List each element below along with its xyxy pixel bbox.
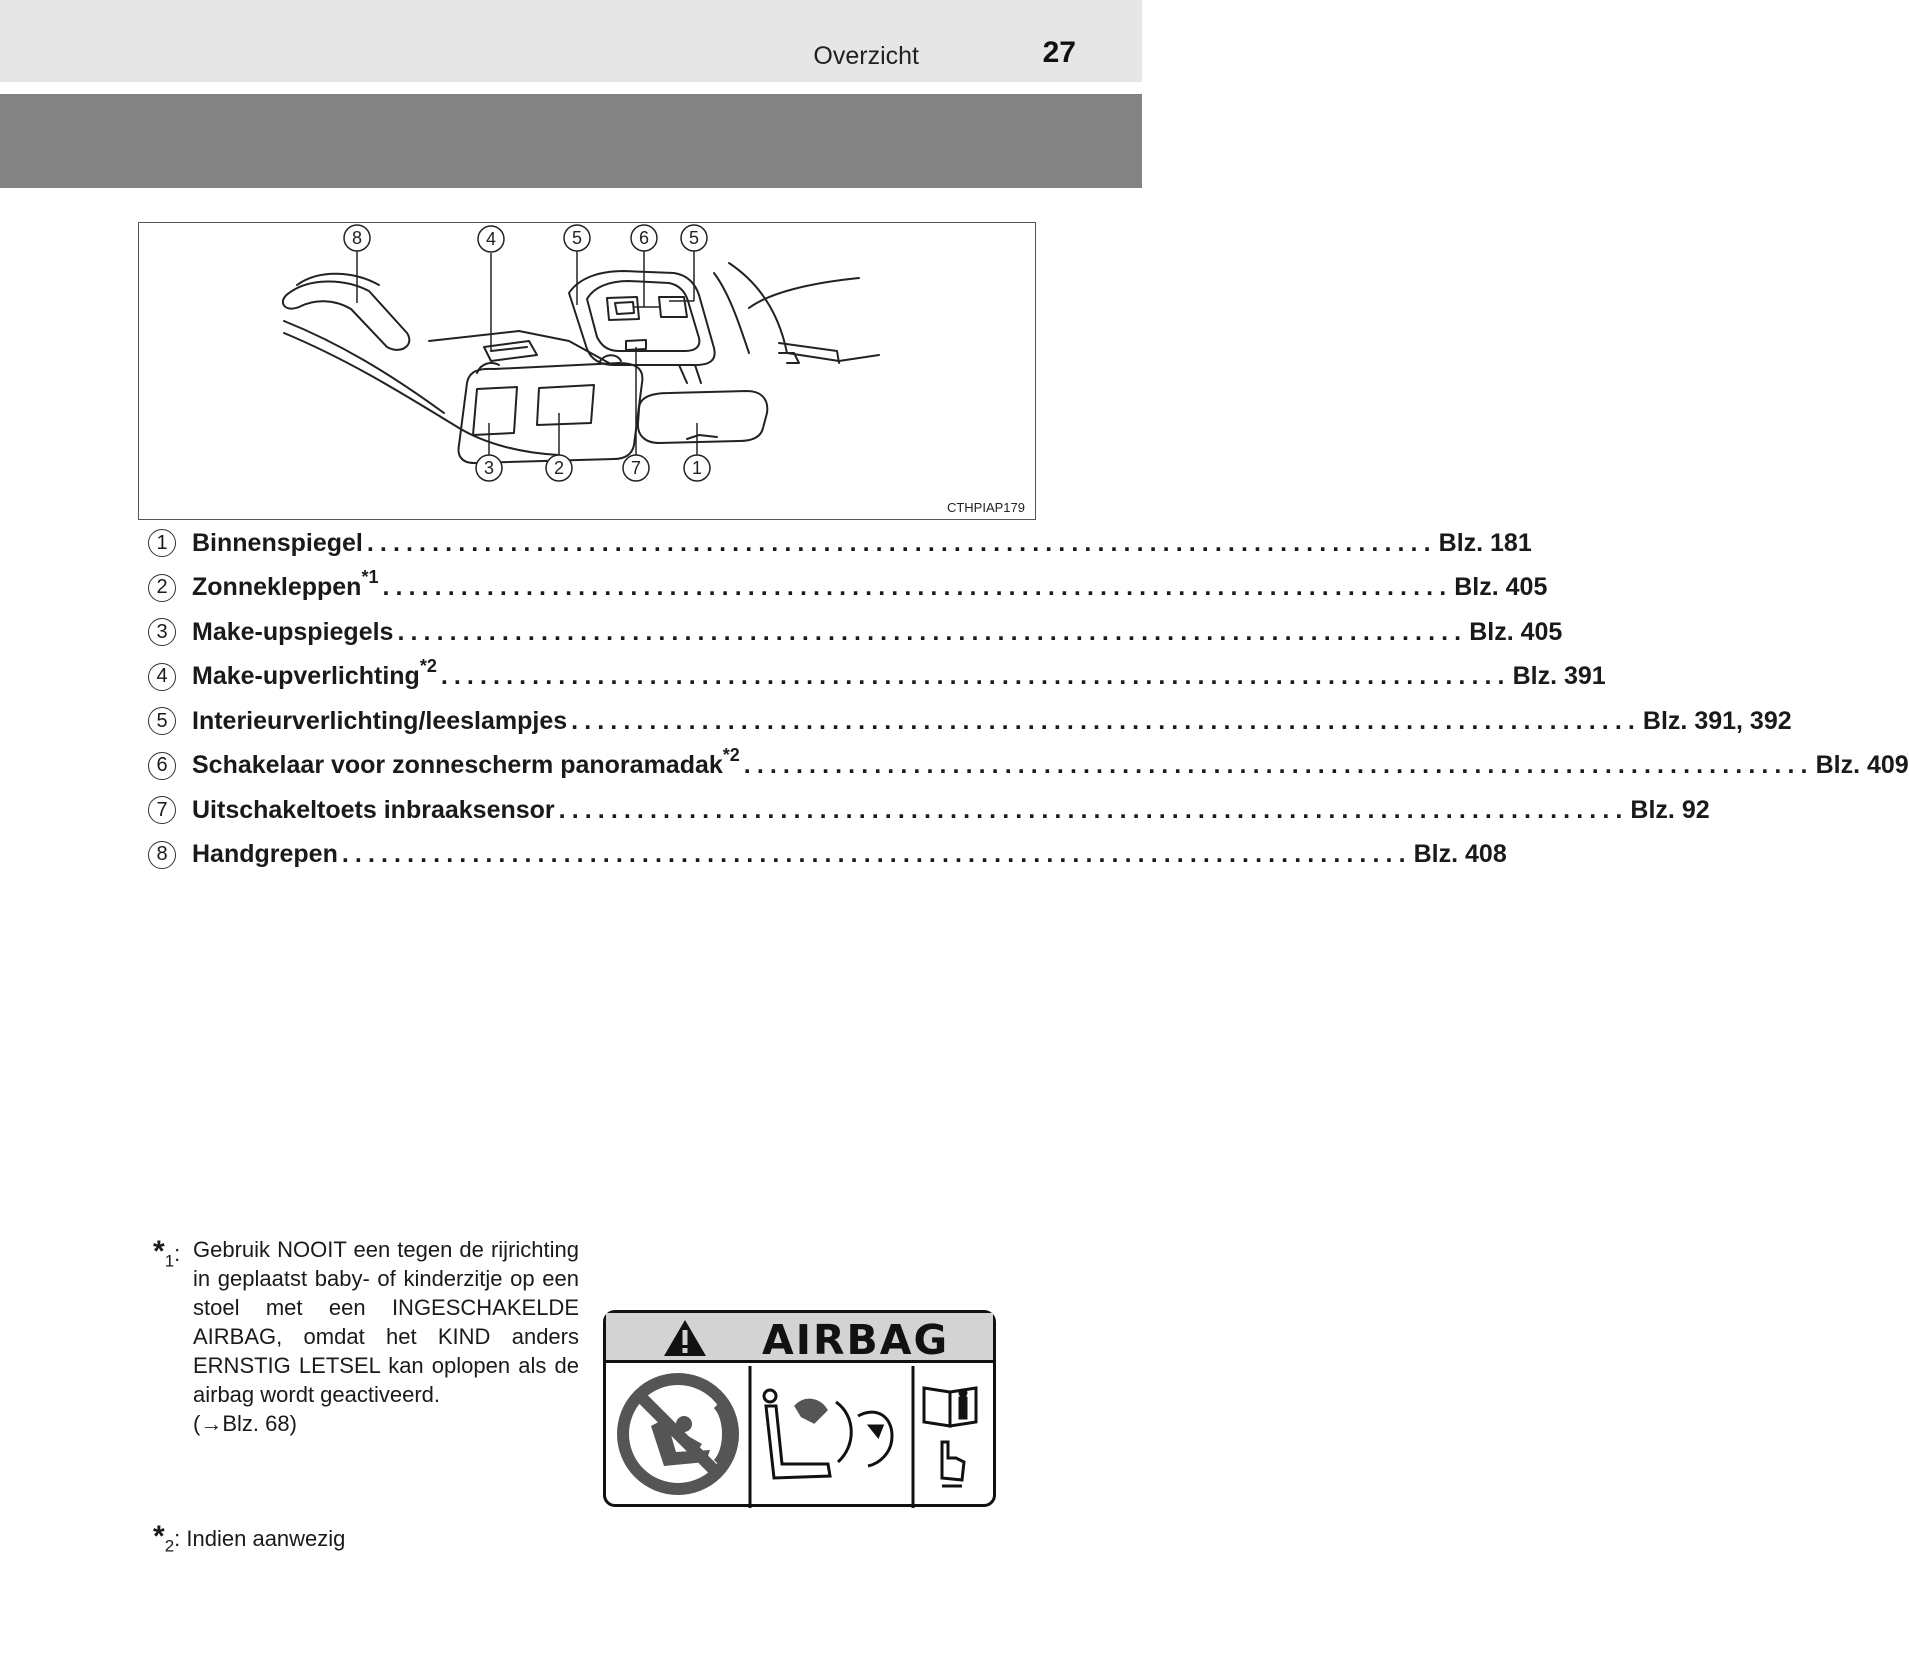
- dot-leader: ..................................................................................: [341, 840, 1412, 869]
- list-item: [148, 788, 1710, 833]
- manual-info-icon: [924, 1388, 976, 1486]
- list-item: [148, 744, 1909, 789]
- interior-illustration: [139, 223, 1037, 521]
- footnote-2-text: Indien aanwezig: [186, 1526, 346, 1551]
- footnote-2-mark: $*_2$:: [153, 1520, 181, 1556]
- list-item: [148, 655, 1606, 700]
- list-item: [148, 699, 1792, 744]
- list-item: [148, 833, 1507, 878]
- airbag-title: AIRBAG: [762, 1316, 950, 1364]
- warning-triangle-icon: [662, 1318, 708, 1358]
- item-number: 3: [148, 618, 176, 646]
- airbag-label-header: [606, 1313, 993, 1363]
- callout-label: 3: [483, 458, 495, 478]
- figure-code: CTHPIAP179: [946, 500, 1025, 515]
- header-band: [0, 0, 1142, 82]
- footnote-1: [153, 1235, 579, 1438]
- callout-label: 1: [691, 458, 703, 478]
- airbag-pictogram-panel: [606, 1366, 993, 1508]
- footnote-marker: *2: [722, 745, 740, 766]
- callout-label: 5: [688, 228, 700, 248]
- item-number: 6: [148, 752, 176, 780]
- callout-label: 6: [638, 228, 650, 248]
- item-label: Binnenspiegel: [192, 528, 363, 557]
- footnote-1-reference[interactable]: (→Blz. 68): [193, 1411, 297, 1436]
- dot-leader: ..................................................................................: [440, 662, 1511, 691]
- callout-label: 2: [553, 458, 565, 478]
- no-child-seat-icon: [623, 1379, 733, 1489]
- item-number: 7: [148, 796, 176, 824]
- page-reference[interactable]: Blz. 181: [1438, 528, 1532, 557]
- item-label: Uitschakeltoets inbraaksensor: [192, 795, 555, 824]
- callout-label: 7: [630, 458, 642, 478]
- page-reference[interactable]: Blz. 405: [1454, 573, 1548, 602]
- footnote-1-mark: $*_1$:: [153, 1235, 181, 1271]
- dot-leader: ..................................................................................: [743, 751, 1814, 780]
- item-number: 8: [148, 841, 176, 869]
- interior-figure: [138, 222, 1036, 520]
- item-label: Zonnekleppen: [192, 573, 362, 602]
- item-label: Handgrepen: [192, 840, 338, 869]
- dot-leader: ..................................................................................: [558, 795, 1629, 824]
- dot-leader: ..................................................................................: [366, 528, 1437, 557]
- dot-leader: ..................................................................................: [382, 573, 1453, 602]
- callout-label: 4: [485, 229, 497, 249]
- item-list: [148, 521, 1909, 877]
- page-reference[interactable]: Blz. 92: [1630, 795, 1710, 824]
- footnote-marker: *1: [361, 567, 379, 588]
- item-number: 4: [148, 663, 176, 691]
- list-item: [148, 521, 1532, 566]
- item-label: Schakelaar voor zonnescherm panoramadak: [192, 751, 723, 780]
- item-label: Interieurverlichting/leeslampjes: [192, 706, 568, 735]
- callout-label: 8: [351, 228, 363, 248]
- item-label: Make-upverlichting: [192, 662, 420, 691]
- page-reference[interactable]: Blz. 391, 392: [1642, 706, 1792, 735]
- dot-leader: ..................................................................................: [397, 617, 1468, 646]
- footnote-1-text: Gebruik NOOIT een tegen de rijrichting in geplaatst baby- of kinderzitje op een stoel met een INGESCHAKELDE AIRBAG, omdat het KIND anders ERNSTIG LETSEL kan oplopen als de airbag wordt geactiveerd.: [193, 1237, 579, 1407]
- item-number: 2: [148, 574, 176, 602]
- list-item: [148, 610, 1563, 655]
- chapter-band: [0, 94, 1142, 188]
- list-item: [148, 566, 1548, 611]
- dot-leader: ..................................................................................: [571, 706, 1641, 735]
- callout-label: 5: [571, 228, 583, 248]
- page-reference[interactable]: Blz. 391: [1512, 662, 1606, 691]
- page-reference[interactable]: Blz. 408: [1413, 840, 1507, 869]
- seat-airbag-icon: [764, 1390, 892, 1478]
- item-label: Make-upspiegels: [192, 617, 394, 646]
- item-number: 5: [148, 707, 176, 735]
- section-title: Overzicht: [813, 42, 919, 70]
- airbag-warning-label: [603, 1310, 996, 1507]
- page-reference[interactable]: Blz. 405: [1469, 617, 1563, 646]
- page-number: 27: [1042, 36, 1076, 69]
- item-number: 1: [148, 529, 176, 557]
- page-reference[interactable]: Blz. 409: [1815, 751, 1909, 780]
- footnote-marker: *2: [419, 656, 437, 677]
- footnote-2: [153, 1520, 345, 1556]
